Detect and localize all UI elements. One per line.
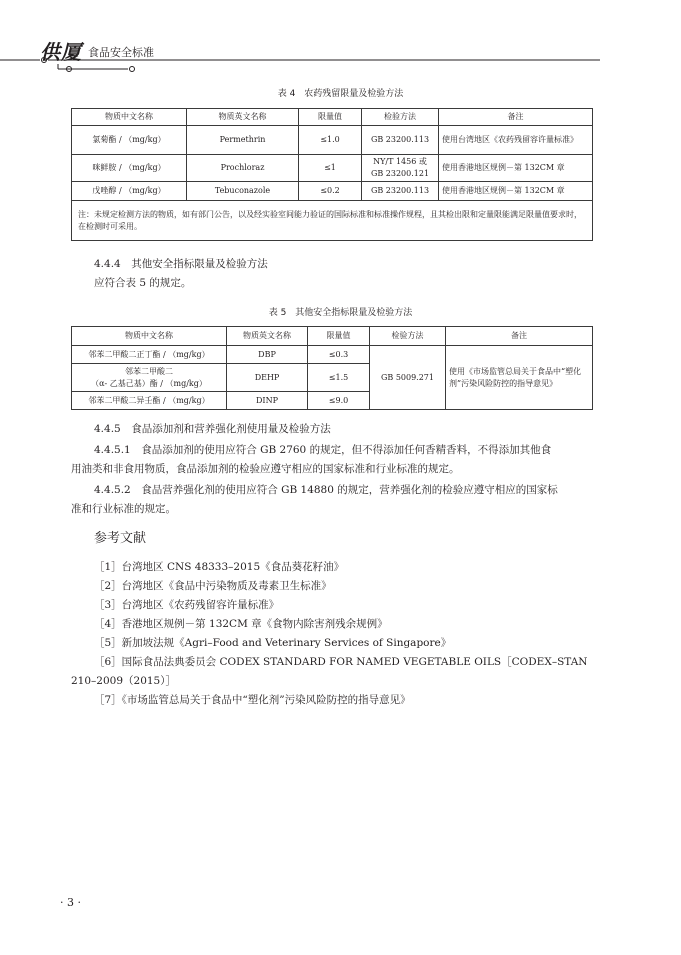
table5-cell: DEHP [227, 364, 308, 392]
reference-item: ［4］香港地区规例－第 132CM 章《食物内除害剂残余规例》 [94, 618, 388, 630]
table4-cell: ≤1.0 [299, 126, 362, 155]
reference-item: ［1］台湾地区 CNS 48333–2015《食品葵花籽油》 [94, 561, 345, 573]
section-4452-line2: 准和行业标准的规定。 [71, 503, 176, 515]
table4-cell: 使用台湾地区《农药残留容许量标准》 [439, 126, 593, 155]
table4-cell: Tebuconazole [187, 182, 299, 201]
header-logo: 供厦 [40, 40, 82, 64]
reference-item: ［7］《市场监管总局关于食品中“塑化剂”污染风险防控的指导意见》 [94, 694, 411, 706]
table4-cell: 氯菊酯 / （mg/kg） [72, 126, 187, 155]
table4-cell: ≤1 [299, 155, 362, 182]
reference-item: ［2］台湾地区《食品中污染物质及毒素卫生标准》 [94, 580, 332, 592]
table5-cell: ≤1.5 [308, 364, 370, 392]
table5-cell: 邻苯二甲酸二异壬酯 / （mg/kg） [72, 392, 227, 410]
table5-header: 检验方法 [370, 327, 446, 346]
table5-method: GB 5009.271 [370, 346, 446, 410]
section-4451-line2: 用油类和非食用物质，食品添加剂的检验应遵守相应的国家标准和行业标准的规定。 [71, 463, 460, 475]
table5-cell: DBP [227, 346, 308, 364]
table4-note: 注：未规定检测方法的物质，如有部门公告，以及经实验室间能力验证的国际标准和标准操作规程，且其检出限和定量限能满足限量值要求时，在检测时可采用。 [72, 201, 593, 241]
table4-cell: 戊唑醇 / （mg/kg） [72, 182, 187, 201]
other-safety-table [71, 326, 593, 410]
table4-cell: Permethrin [187, 126, 299, 155]
table4-caption: 表 4 农药残留限量及检验方法 [277, 89, 404, 99]
table5-header: 备注 [446, 327, 593, 346]
table5-remark: 使用《市场监管总局关于食品中“塑化剂”污染风险防控的指导意见》 [446, 346, 593, 410]
table5-cell: 邻苯二甲酸二 （α- 乙基己基）酯 / （mg/kg） [72, 364, 227, 392]
table5-header: 限量值 [308, 327, 370, 346]
references-heading: 参考文献 [94, 531, 147, 546]
table5-cell: ≤9.0 [308, 392, 370, 410]
table5-cell: DINP [227, 392, 308, 410]
table4-cell: Prochloraz [187, 155, 299, 182]
reference-item-continuation: 210–2009（2015）］ [71, 675, 176, 687]
section-445-heading: 4.4.5 食品添加剂和营养强化剂使用量及检验方法 [94, 423, 331, 435]
table4-header: 限量值 [299, 109, 362, 126]
reference-item: ［5］新加坡法规《Agri–Food and Veterinary Services of Singapore》 [94, 637, 452, 649]
header-subtitle: 食品安全标准 [88, 46, 154, 59]
table4-header: 物质英文名称 [187, 109, 299, 126]
table4-cell: NY/T 1456 或 GB 23200.121 [362, 155, 439, 182]
table5-header: 物质英文名称 [227, 327, 308, 346]
pesticide-table [71, 108, 593, 241]
reference-item: ［6］国际食品法典委员会 CODEX STANDARD FOR NAMED VEGETABLE OILS［CODEX–STAN [94, 656, 588, 668]
table4-header: 物质中文名称 [72, 109, 187, 126]
table5-caption: 表 5 其他安全指标限量及检验方法 [268, 308, 413, 318]
table5-cell: ≤0.3 [308, 346, 370, 364]
table4-cell: GB 23200.113 [362, 126, 439, 155]
table4-cell: GB 23200.113 [362, 182, 439, 201]
section-444-text: 应符合表 5 的规定。 [94, 277, 192, 289]
table4-cell: 使用香港地区规例－第 132CM 章 [439, 155, 593, 182]
reference-item: ［3］台湾地区《农药残留容许量标准》 [94, 599, 280, 611]
section-4452-line1: 4.4.5.2 食品营养强化剂的使用应符合 GB 14880 的规定，营养强化剂的检验应遵守相应的国家标 [94, 484, 558, 496]
table4-cell: 咪鲜胺 / （mg/kg） [72, 155, 187, 182]
table4-header: 检验方法 [362, 109, 439, 126]
table5-header: 物质中文名称 [72, 327, 227, 346]
header-decoration [0, 0, 681, 80]
page-number: · 3 · [60, 896, 81, 909]
section-4451-line1: 4.4.5.1 食品添加剂的使用应符合 GB 2760 的规定，但不得添加任何香精香料，不得添加其他食 [94, 444, 552, 456]
table4-cell: ≤0.2 [299, 182, 362, 201]
table4-cell: 使用香港地区规例－第 132CM 章 [439, 182, 593, 201]
table5-cell: 邻苯二甲酸二正丁酯 / （mg/kg） [72, 346, 227, 364]
section-444-heading: 4.4.4 其他安全指标限量及检验方法 [94, 258, 268, 270]
table4-header: 备注 [439, 109, 593, 126]
